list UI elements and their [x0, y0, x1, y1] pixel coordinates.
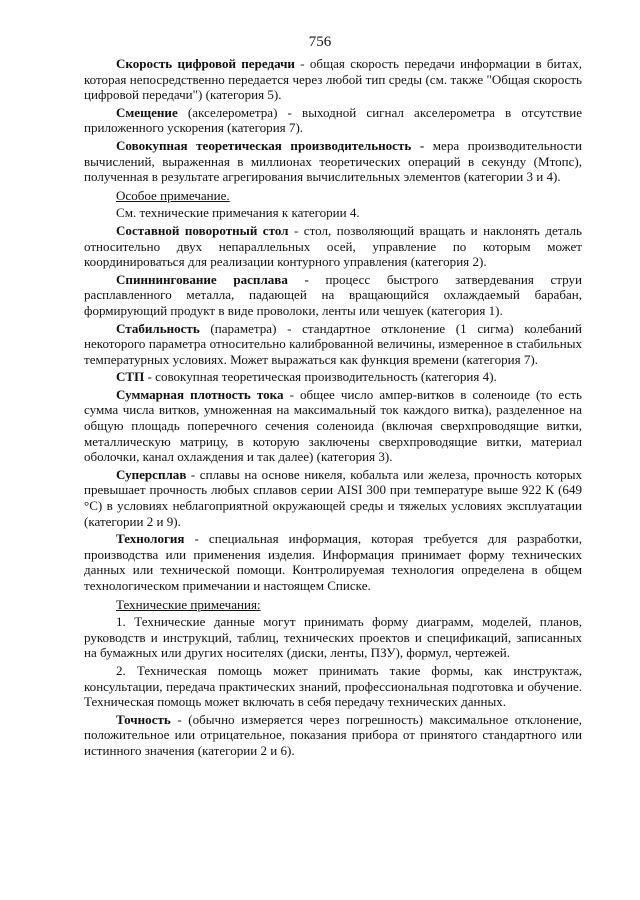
glossary-entry: [84, 387, 582, 465]
entry-term: Скорость цифровой передачи: [116, 56, 295, 71]
glossary-entry: [84, 467, 582, 529]
entry-definition: - общая скорость передачи информации в битах, которая непосредственно передается через любой тип среды (см. также "Общая скорость цифровой передачи") (категория 5).: [84, 56, 582, 103]
entry-term: СТП: [116, 369, 145, 385]
glossary-entry: [84, 105, 582, 136]
glossary-entry: [84, 712, 582, 759]
glossary-content: [84, 56, 582, 761]
page-number: 756: [308, 34, 332, 50]
entry-term: Точность: [116, 711, 171, 727]
entry-definition: - общее число ампер-витков в соленоиде (то есть сумма числа витков, умноженная на максимальный ток каждого витка), разделенное на общую площадь поперечного сечения соленоида (включая сверхпроводящие витки, металлическую матрицу, в которую заключены сверхпроводящие витки, материал оболочки, канал охлаждения и так далее) (категория 3).: [84, 386, 582, 465]
entry-term: Технология: [116, 531, 185, 547]
note-text: 2. Техническая помощь может принимать такие формы, как инструктаж, консультации, передача практических знаний, профессиональная подготовка и обучение. Техническая помощь может включать в себя передачу технических данных.: [84, 662, 582, 710]
entry-definition: - специальная информация, которая требуется для разработки, производства или применения изделия. Информация принимает форму технических данных или технической помощи. Контролируемая технология определена в общем технологическом примечании и настоящем Списке.: [84, 531, 582, 593]
note-text: 1. Технические данные могут принимать форму диаграмм, моделей, планов, руководств и инструкций, таблиц, технических проектов и спецификаций, записанных на бумажных или других носителях (диски, ленты, ПЗУ), формул, чертежей.: [84, 614, 582, 661]
glossary-entry: [84, 223, 582, 270]
note-text: См. технические примечания к категории 4.: [116, 205, 360, 221]
note-heading: Технические примечания:: [116, 596, 261, 612]
entry-term: Суммарная плотность тока: [116, 386, 284, 402]
entry-definition: процесс быстрого затвердевания струи расплавленного металла, падающей на вращающийся охлаждаемый барабан, формирующий продукт в виде проволоки, ленты или чешуек (категория 1).: [84, 271, 583, 318]
note-heading: Особое примечание.: [116, 187, 230, 203]
entry-definition: - стол, позволяющий вращать и наклонять деталь относительно двух непараллельных осей, управление по которым может координироваться для реализации контурного управления (категория 2).: [84, 222, 582, 270]
entry-term: Совокупная теоретическая производительность -: [116, 137, 425, 153]
glossary-entry: [84, 272, 582, 319]
glossary-entry: [84, 321, 582, 368]
entry-definition: - сплавы на основе никеля, кобальта или железа, прочность которых превышает прочность любых сплавов серии AISI 300 при температуре выше 922 К (649 °С) в условиях неблагоприятной окружающей среды и тяжелых условиях эксплуатации (категории 2 и 9).: [84, 466, 582, 529]
entry-definition: (акселерометра) - выходной сигнал акселерометра в отсутствие приложенного ускорения (категория 7).: [84, 104, 582, 136]
entry-term: Спиннингование расплава -: [116, 271, 309, 287]
entry-definition: - (обычно измеряется через погрешность) максимальное отклонение, положительное или отрицательное, показания прибора от принятого стандартного или истинного значения (категории 2 и 6).: [84, 711, 582, 758]
glossary-entry: [84, 369, 582, 385]
glossary-entry: [84, 138, 582, 185]
entry-definition: мера производительности вычислений, выраженная в миллионах теоретических операций в секунду (Мтопс), полученная в результате агрегирования вычислительных элементов (категории 3 и 4).: [84, 137, 582, 185]
entry-definition: - совокупная теоретическая производительность (категория 4).: [144, 369, 497, 385]
glossary-entry: [84, 56, 582, 103]
glossary-entry: [84, 531, 582, 593]
entry-term: Смещение: [116, 104, 178, 120]
entry-term: Составной поворотный стол: [116, 222, 289, 238]
entry-definition: (параметра) - стандартное отклонение (1 сигма) колебаний некоторого параметра относительно калиброванной величины, измеренное в стабильных температурных условиях. Может выражаться как функция времени (категория 7).: [84, 320, 582, 367]
entry-term: Стабильность: [116, 320, 200, 336]
entry-term: Суперсплав: [116, 466, 187, 482]
